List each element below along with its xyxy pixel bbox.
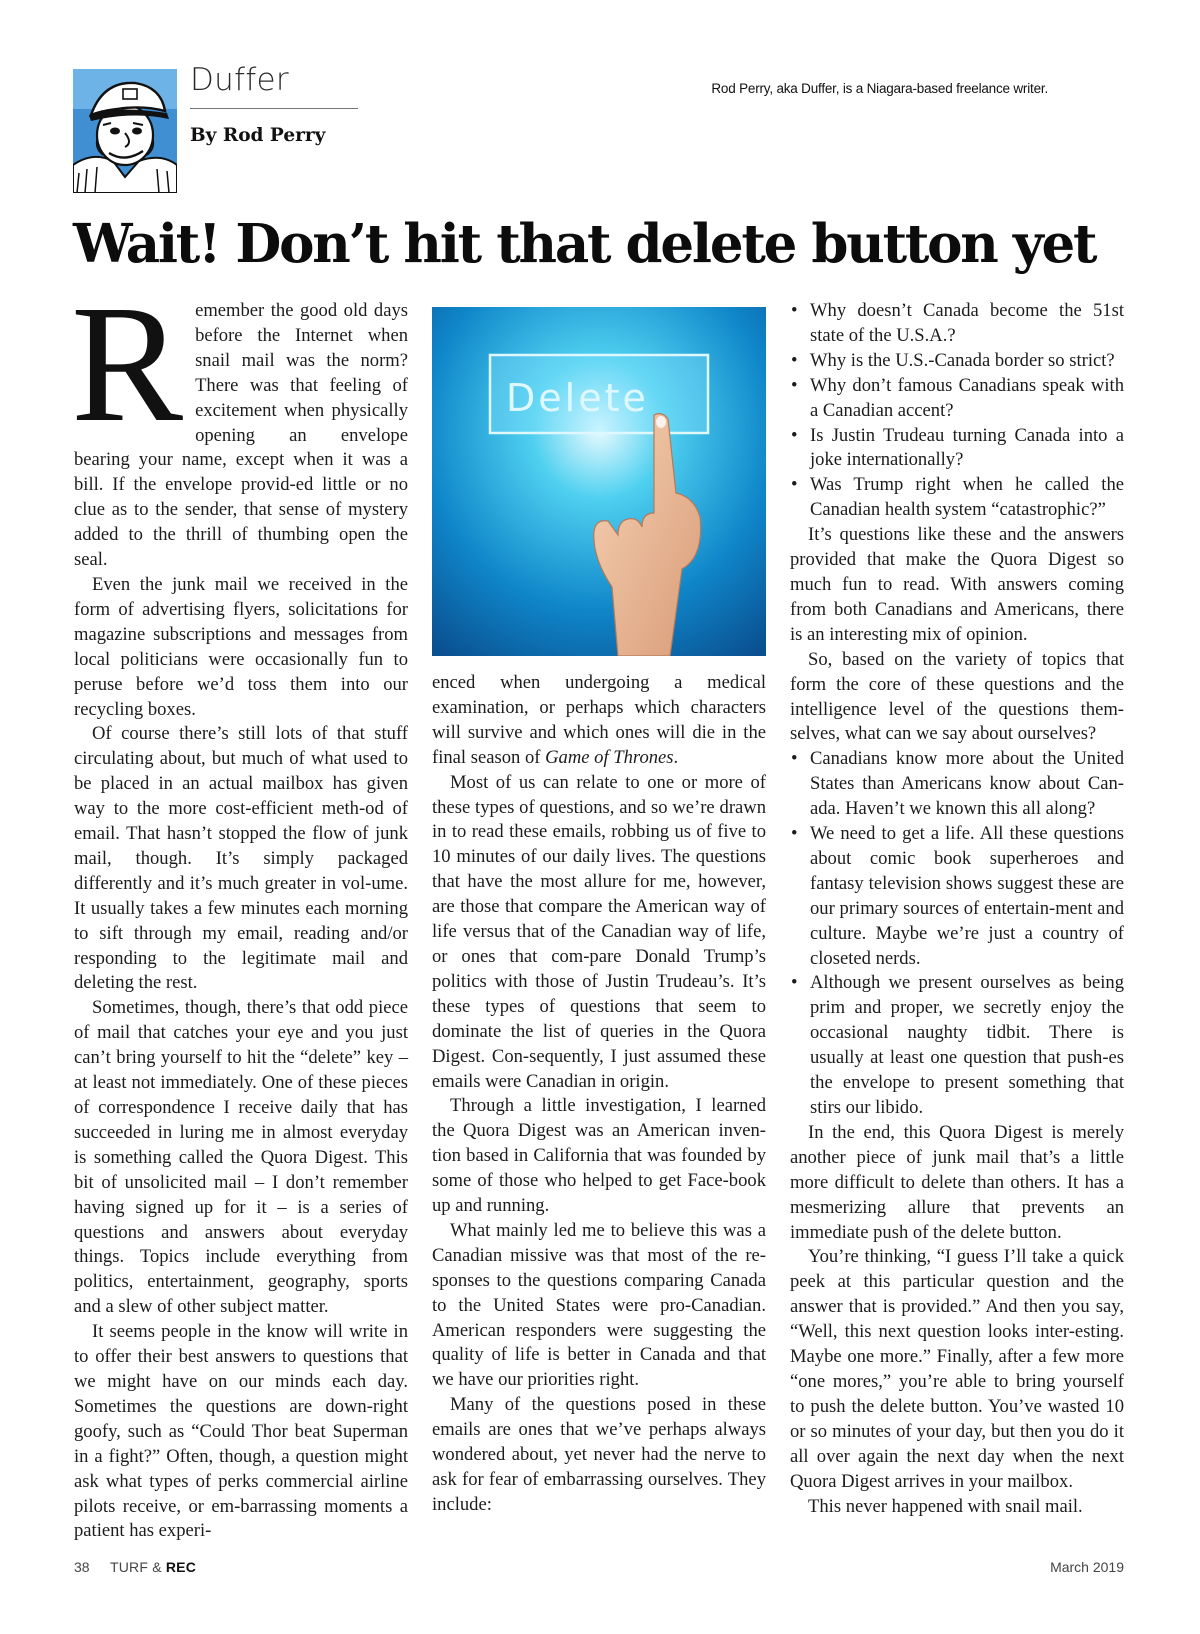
question-list — [790, 299, 1124, 523]
byline: By Rod Perry — [190, 125, 326, 146]
article-paragraph: Most of us can relate to one or more of these types of questions, and so we’re drawn in to read these emails, robbing us of five to 10 minutes of our daily lives. The questions that have the most allure for me, however, are those that compare the American way of life versus that of the Canadian way of life, or ones that com-pare Donald Trump’s politics with those of Justin Trudeau’s. It’s these types of questions that seem to dominate the list of queries in the Quora Digest. Con-sequently, I just assumed these emails were Canadian in origin. — [432, 771, 766, 1092]
article-column-3 — [790, 299, 1124, 1519]
article-paragraph: This never happened with snail mail. — [808, 1495, 1083, 1517]
article-paragraph: It seems people in the know will write in to offer their best answers to questions that we might have on our minds each day. Sometimes the questions are down-right goofy, such as “Could Thor beat Superman in a fight?” Often, though, a question might ask what types of perks commercial airline pilots receive, or em-barrassing moments a patient has experi- — [74, 1321, 408, 1542]
delete-button-label: Delete — [506, 376, 649, 420]
list-item: • Why don’t famous Canadians speak with a Canadian accent? — [790, 374, 1124, 424]
list-item: • Although we present ourselves as being prim and proper, we secretly enjoy the occasional naughty tidbit. There is usually at least one question that push-es the envelope to present something that stirs our libido. — [790, 971, 1124, 1120]
article-paragraph: enced when undergoing a medical examination, or perhaps which characters will survive and which ones will die in the final season of Game of Thrones. — [432, 672, 766, 768]
page-number: 38 — [74, 1559, 90, 1575]
list-item: • Is Justin Trudeau turning Canada into a joke internationally? — [790, 424, 1124, 474]
column-name: Duffer — [190, 62, 289, 98]
column-name-rule — [190, 108, 358, 109]
list-item: • Why doesn’t Canada become the 51st state of the U.S.A.? — [790, 299, 1124, 349]
delete-button-photo — [432, 307, 766, 656]
article-paragraph: Remember the good old days before the Internet when snail mail was the norm? There was that feeling of excitement when physically opening an envelope bearing your name, except when it was a bill. If the envelope provid-ed little or no clue as to the sender, that sense of mystery added to the thrill of thumbing open the seal. — [71, 271, 408, 571]
magazine-name: TURF & REC — [110, 1559, 197, 1575]
article-paragraph: What mainly led me to believe this was a Canadian missive was that most of the re-sponses to the questions comparing Canada to the United States were pro-Canadian. American responders were suggesting the quality of life is better in Canada and that we have our priorities right. — [432, 1219, 766, 1391]
list-item: • Was Trump right when he called the Canadian health system “catastrophic?” — [790, 473, 1124, 523]
article-paragraph: So, based on the variety of topics that form the core of these questions and the intelligence level of the questions them-selves, what can we say about ourselves? — [790, 648, 1124, 745]
article-paragraph: Through a little investigation, I learned the Quora Digest was an American inven-tion based in California that was founded by some of those who helped to get Face-book up and running. — [432, 1095, 766, 1217]
article-paragraph: Many of the questions posed in these emails are ones that we’ve perhaps always wondered about, yet never had the nerve to ask for fear of embarrassing ourselves. They include: — [432, 1394, 766, 1515]
article-column-2 — [432, 671, 766, 1518]
issue-date: March 2019 — [1050, 1559, 1124, 1575]
list-item: • Canadians know more about the United States than Americans know about Can-ada. Haven’t we known this all along? — [790, 747, 1124, 822]
drop-cap: R — [71, 271, 184, 457]
article-column-1 — [71, 271, 408, 1544]
author-bio: Rod Perry, aka Duffer, is a Niagara-based freelance writer. — [711, 81, 1048, 96]
conclusion-list — [790, 747, 1124, 1121]
article-paragraph: Of course there’s still lots of that stuff circulating about, but much of what used to be placed in an actual mailbox has given way to the more cost-efficient meth-od of email. That hasn’t stopped the flow of junk mail, though. It’s simply packaged differently and it’s much greater in vol-ume. It usually takes a few minutes each morning to sift through my email, reading and/or responding to the legitimate mail and deleting the rest. — [74, 723, 408, 994]
article-headline: Wait! Don’t hit that delete button yet — [73, 213, 1096, 275]
article-paragraph: Sometimes, though, there’s that odd piece of mail that catches your eye and you just can’t bring yourself to hit the “delete” key – at least not immediately. One of these pieces of correspondence I receive daily that has succeeded in luring me in almost everyday is something called the Quora Digest. This bit of unsolicited mail – I don’t remember having signed up for it – is a series of questions and answers about everyday things. Topics include everything from politics, entertainment, geography, sports and a slew of other subject matter. — [74, 997, 408, 1318]
article-paragraph: It’s questions like these and the answers provided that make the Quora Digest so much fun to read. With answers coming from both Canadians and Americans, there is an interesting mix of opinion. — [790, 524, 1124, 645]
list-item: • We need to get a life. All these questions about comic book superheroes and fantasy television shows suggest these are our primary sources of entertain-ment and culture. Maybe we’re just a country of closeted nerds. — [790, 822, 1124, 971]
columnist-portrait-illustration — [73, 69, 177, 193]
article-paragraph: In the end, this Quora Digest is merely another piece of junk mail that’s a little more difficult to delete than others. It has a mesmerizing allure that prevents an immediate push of the delete button. — [790, 1121, 1124, 1243]
article-paragraph: You’re thinking, “I guess I’ll take a quick peek at this particular question and the answer that is provided.” And then you say, “Well, this next question looks inter-esting. Maybe one more.” Finally, after a few more “one mores,” you’re able to bring yourself to push the delete button. You’ve wasted 10 or so minutes of your day, but then you do it all over again the next day when the next Quora Digest arrives in your mailbox. — [790, 1246, 1124, 1492]
article-paragraph: Even the junk mail we received in the form of advertising flyers, solicitations for magazine subscriptions and messages from local politicians were occasionally fun to peruse before we’d toss them into our recycling boxes. — [74, 573, 408, 720]
list-item: • Why is the U.S.-Canada border so strict? — [790, 349, 1124, 374]
